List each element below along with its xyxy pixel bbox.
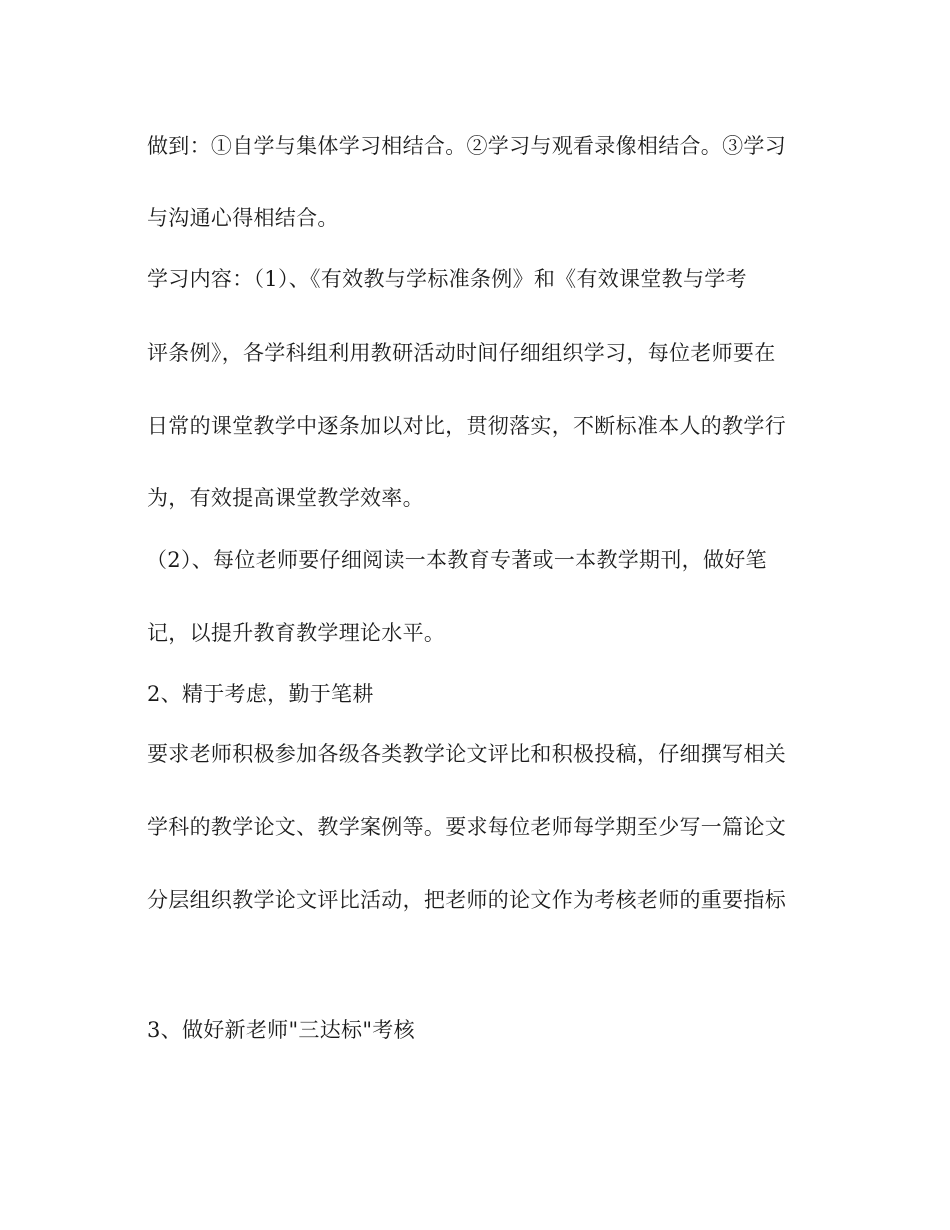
text-line: （2）、每位老师要仔细阅读一本教育专著或一本教学期刊，做好笔 xyxy=(146,548,767,572)
text-line: 分层组织教学论文评比活动，把老师的论文作为考核老师的重要指标 xyxy=(147,888,786,912)
text-line: 记，以提升教育教学理论水平。 xyxy=(147,621,446,645)
text-line: 与沟通心得相结合。 xyxy=(147,206,339,230)
text-line: 学科的教学论文、教学案例等。要求每位老师每学期至少写一篇论文 xyxy=(147,815,786,839)
text-line: 学习内容：（1）、《有效教与学标准条例》和《有效课堂教与学考 xyxy=(147,267,747,291)
text-line: 做到：①自学与集体学习相结合。②学习与观看录像相结合。③学习 xyxy=(147,134,786,158)
text-line: 为，有效提高课堂教学效率。 xyxy=(147,486,424,510)
text-line: 评条例》，各学科组利用教研活动时间仔细组织学习，每位老师要在 xyxy=(147,341,776,365)
section-heading: 2、精于考虑，勤于笔耕 xyxy=(147,682,374,706)
text-line: 日常的课堂教学中逐条加以对比，贯彻落实，不断标准本人的教学行 xyxy=(147,414,786,438)
section-heading: 3、做好新老师"三达标"考核 xyxy=(147,1018,415,1042)
text-line: 要求老师积极参加各级各类教学论文评比和积极投稿，仔细撰写相关 xyxy=(147,742,786,766)
